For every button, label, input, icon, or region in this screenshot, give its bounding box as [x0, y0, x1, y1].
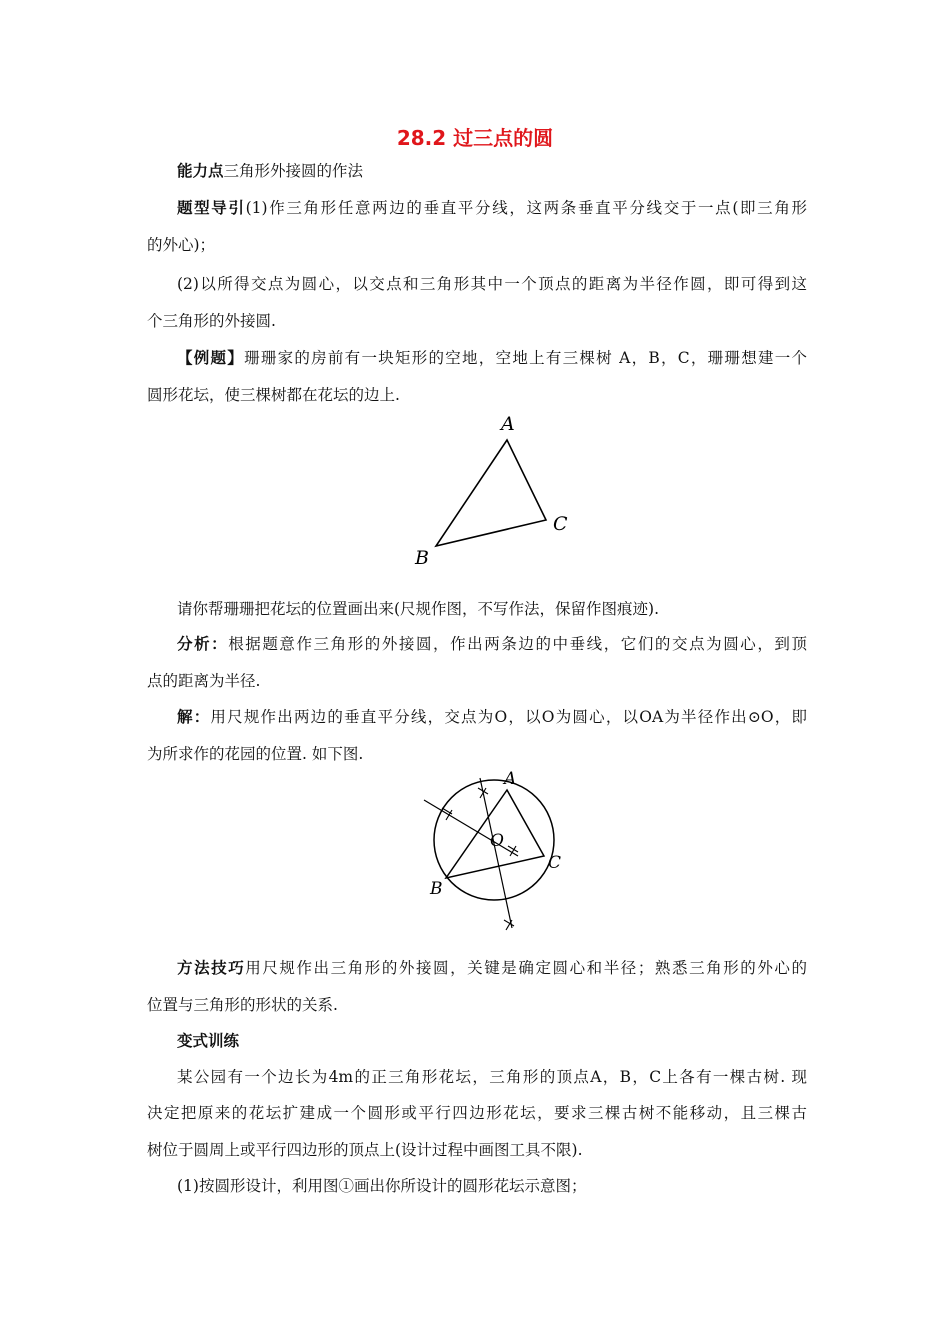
method-line-2: 位置与三角形的形状的关系.: [147, 996, 338, 1014]
variant-line-2: 决定把原来的花坛扩建成一个圆形或平行四边形花坛，要求三棵古树不能移动，且三棵古: [147, 1104, 807, 1122]
solution-label: 解：: [177, 708, 211, 726]
label-a: A: [504, 769, 517, 789]
variant-line-1: 某公园有一个边长为4m的正三角形花坛，三角形的顶点A，B，C上各有一棵古树. 现: [177, 1068, 807, 1086]
guide-label: 题型导引: [177, 199, 246, 217]
triangle-figure: [400, 410, 600, 580]
triangle-abc: [436, 440, 546, 546]
analysis-line-1: [177, 633, 807, 655]
analysis-text-1: 根据题意作三角形的外接圆，作出两条边的中垂线，它们的交点为圆心，到顶: [228, 635, 807, 653]
variant-line-4: (1)按圆形设计，利用图①画出你所设计的圆形花坛示意图；: [177, 1177, 587, 1195]
ability-text: 三角形外接圆的作法: [223, 162, 364, 180]
circumcircle-figure: [412, 768, 592, 948]
label-b: B: [430, 879, 443, 899]
label-a: A: [501, 413, 515, 435]
guide-line-4: 个三角形的外接圆.: [147, 312, 276, 330]
guide-line-2: 的外心)；: [147, 236, 216, 254]
method-line-1: [177, 957, 807, 979]
label-c: C: [548, 853, 562, 873]
page-title: 28.2 过三点的圆: [396, 126, 554, 150]
example-line-2: 圆形花坛，使三棵树都在花坛的边上.: [147, 386, 400, 404]
variant-label: 变式训练: [177, 1032, 240, 1050]
label-c: C: [553, 513, 568, 535]
arc-mark: [504, 920, 514, 930]
ability-label: 能力点: [177, 162, 224, 180]
example-text-1: 珊珊家的房前有一块矩形的空地，空地上有三棵树 A，B，C，珊珊想建一个: [244, 349, 807, 367]
method-text-1: 用尺规作出三角形的外接圆，关键是确定圆心和半径；熟悉三角形的外心的: [245, 959, 807, 977]
method-label: 方法技巧: [177, 959, 246, 977]
guide-text-1: (1)作三角形任意两边的垂直平分线，这两条垂直平分线交于一点(即三角形: [245, 199, 807, 217]
ability-line: [177, 160, 837, 182]
example-label: 【例题】: [177, 349, 245, 367]
analysis-line-2: 点的距离为半径.: [147, 672, 261, 690]
perpendicular-bisector-bc: [480, 778, 512, 928]
label-b: B: [415, 547, 429, 569]
solution-line-2: 为所求作的花园的位置. 如下图.: [147, 745, 364, 763]
label-o: O: [490, 831, 504, 851]
solution-text-1: 用尺规作出两边的垂直平分线，交点为O，以O为圆心，以OA为半径作出⊙O，即: [210, 708, 807, 726]
guide-line-3: (2)以所得交点为圆心，以交点和三角形其中一个顶点的距离为半径作圆，即可得到这: [177, 275, 807, 293]
analysis-label: 分析：: [177, 635, 229, 653]
example-line-1: [177, 347, 807, 369]
solution-line-1: [177, 706, 807, 728]
guide-line-1: [177, 197, 807, 219]
request-line: 请你帮珊珊把花坛的位置画出来(尺规作图，不写作法，保留作图痕迹).: [177, 600, 660, 618]
variant-line-3: 树位于圆周上或平行四边形的顶点上(设计过程中画图工具不限).: [147, 1141, 583, 1159]
